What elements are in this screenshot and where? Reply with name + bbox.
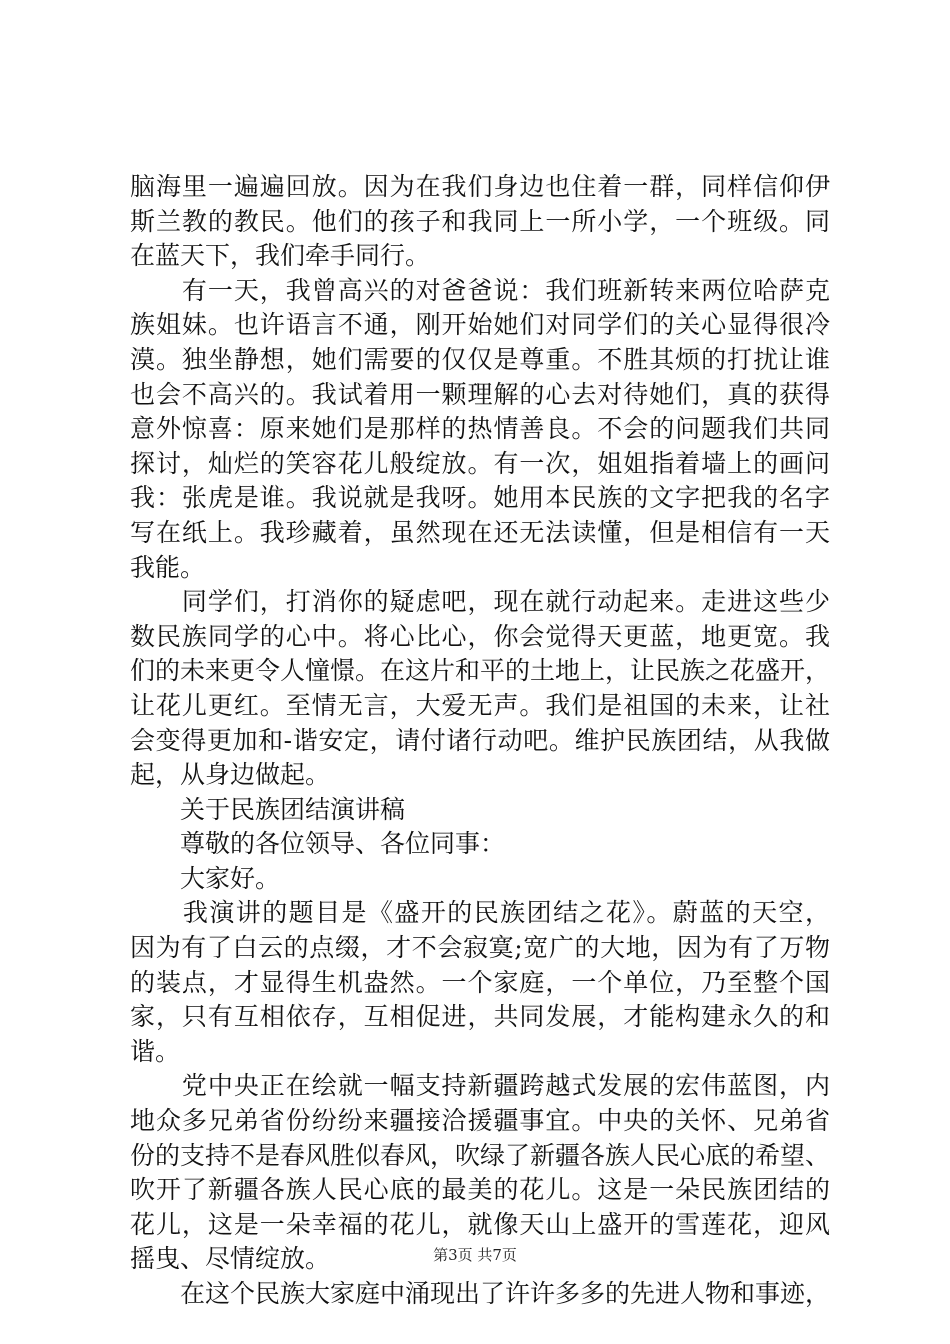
text-line: 探讨，灿烂的笑容花儿般绽放。有一次，姐姐指着墙上的画问 <box>130 448 830 478</box>
text-line: 意外惊喜：原来她们是那样的热情善良。不会的问题我们共同 <box>130 414 830 444</box>
text-line: 我：张虎是谁。我说就是我呀。她用本民族的文字把我的名字 <box>130 483 830 513</box>
text-line: 会变得更加和-谐安定，请付诸行动吧。维护民族团结，从我做 <box>130 725 830 755</box>
text-line: 脑海里一遍遍回放。因为在我们身边也住着一群，同样信仰伊 <box>130 172 830 201</box>
text-line: 大家好。 <box>130 863 281 893</box>
text-line: 写在纸上。我珍藏着，虽然现在还无法读懂，但是相信有一天 <box>130 517 830 547</box>
text-line: 起，从身边做起。 <box>130 760 331 790</box>
text-line: 份的支持不是春风胜似春风，吹绿了新疆各族人民心底的希望、 <box>130 1140 831 1170</box>
text-line: 族姐妹。也许语言不通，刚开始她们对同学们的关心显得很冷 <box>130 310 830 340</box>
text-line: 摇曳、尽情绽放。 <box>130 1244 331 1274</box>
text-line: 同学们，打消你的疑虑吧，现在就行动起来。走进这些少 <box>130 587 830 617</box>
text-line: 我能。 <box>130 552 206 582</box>
text-line: 尊敬的各位领导、各位同事： <box>130 829 506 859</box>
text-line: 在这个民族大家庭中涌现出了许许多多的先进人物和事迹， <box>130 1279 831 1308</box>
text-line: 们的未来更令人憧憬。在这片和平的土地上，让民族之花盛开， <box>130 656 831 686</box>
text-line: 谐。 <box>130 1036 181 1066</box>
text-line: 家，只有互相依存，互相促进，共同发展，才能构建永久的和 <box>130 1002 830 1032</box>
text-line: 我演讲的题目是《盛开的民族团结之花》。蔚蓝的天空， <box>130 898 830 928</box>
text-line: 斯兰教的教民。他们的孩子和我同上一所小学，一个班级。同 <box>130 206 830 236</box>
page-number-footer: 第3页 共7页 <box>433 1246 517 1264</box>
text-line: 有一天，我曾高兴的对爸爸说：我们班新转来两位哈萨克 <box>130 275 830 305</box>
text-line: 关于民族团结演讲稿 <box>130 794 406 824</box>
document-body <box>130 170 830 1312</box>
text-line: 花儿，这是一朵幸福的花儿，就像天山上盛开的雪莲花，迎风 <box>130 1209 830 1239</box>
text-line: 吹开了新疆各族人民心底的最美的花儿。这是一朵民族团结的 <box>130 1175 830 1205</box>
text-line: 让花儿更红。至情无言，大爱无声。我们是祖国的未来，让社 <box>130 690 830 720</box>
text-line: 因为有了白云的点缀，才不会寂寞;宽广的大地，因为有了万物 <box>130 933 830 963</box>
text-line: 的装点，才显得生机盎然。一个家庭，一个单位，乃至整个国 <box>130 967 830 997</box>
text-line: 党中央正在绘就一幅支持新疆跨越式发展的宏伟蓝图，内 <box>130 1071 830 1101</box>
text-line: 漠。独坐静想，她们需要的仅仅是尊重。不胜其烦的打扰让谁 <box>130 344 830 374</box>
text-line: 数民族同学的心中。将心比心，你会觉得天更蓝，地更宽。我 <box>130 621 830 651</box>
text-line: 在蓝天下，我们牵手同行。 <box>130 241 431 271</box>
text-line: 也会不高兴的。我试着用一颗理解的心去对待她们，真的获得 <box>130 379 830 409</box>
text-line: 地众多兄弟省份纷纷来疆接洽援疆事宜。中央的关怀、兄弟省 <box>130 1106 830 1136</box>
